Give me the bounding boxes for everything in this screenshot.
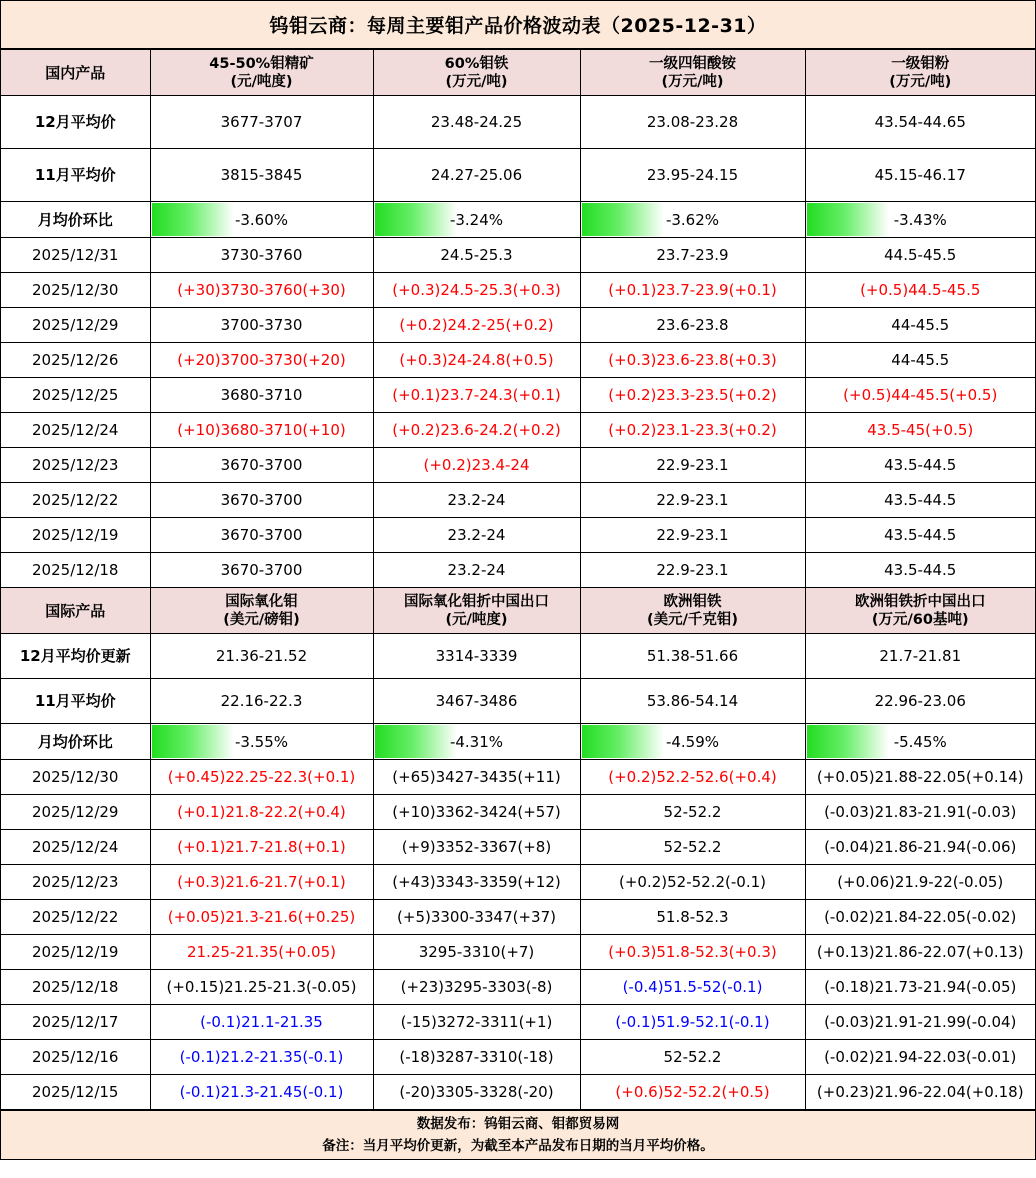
price-cell: (+0.2)23.1-23.3(+0.2) <box>580 413 805 448</box>
price-cell: 23.2-24 <box>373 553 580 588</box>
date-cell: 2025/12/30 <box>1 273 150 308</box>
change-data-bar <box>582 203 664 236</box>
domestic-mom-row <box>1 202 1035 238</box>
daily-price-row <box>1 238 1035 273</box>
price-cell: 44.5-45.5 <box>805 238 1035 273</box>
column-name: 国际氧化钼折中国出口 <box>404 593 549 610</box>
date-cell: 2025/12/16 <box>1 1040 150 1075</box>
price-cell: 43.5-44.5 <box>805 483 1035 518</box>
international-column-header <box>373 588 580 634</box>
daily-price-row <box>1 343 1035 378</box>
price-cell: (+0.3)23.6-23.8(+0.3) <box>580 343 805 378</box>
date-cell: 2025/12/23 <box>1 448 150 483</box>
daily-price-row <box>1 273 1035 308</box>
price-cell: 52-52.2 <box>580 795 805 830</box>
daily-price-row <box>1 1075 1035 1110</box>
domestic-section-label: 国内产品 <box>1 50 150 96</box>
price-cell: 53.86-54.14 <box>580 679 805 724</box>
row-label: 11月平均价 <box>1 679 150 724</box>
column-unit: (美元/磅钼) <box>223 611 300 628</box>
change-data-bar <box>375 725 457 758</box>
price-cell: (+0.05)21.3-21.6(+0.25) <box>150 900 373 935</box>
price-cell: 23.7-23.9 <box>580 238 805 273</box>
price-cell: 45.15-46.17 <box>805 149 1035 202</box>
date-cell: 2025/12/24 <box>1 830 150 865</box>
price-cell: (+0.2)23.6-24.2(+0.2) <box>373 413 580 448</box>
mom-change-value: -5.45% <box>893 732 947 751</box>
price-cell: (+65)3427-3435(+11) <box>373 760 580 795</box>
mom-change-cell <box>150 724 373 760</box>
domestic-column-header <box>805 50 1035 96</box>
price-cell: 23.08-23.28 <box>580 96 805 149</box>
price-cell: 3677-3707 <box>150 96 373 149</box>
price-cell: (-20)3305-3328(-20) <box>373 1075 580 1110</box>
column-unit: (万元/吨) <box>445 73 508 90</box>
column-name: 一级四钼酸铵 <box>649 55 736 72</box>
mom-change-value: -3.24% <box>449 210 504 229</box>
daily-price-row <box>1 970 1035 1005</box>
domestic-column-header <box>580 50 805 96</box>
column-name: 国际氧化钼 <box>225 593 298 610</box>
column-name: 欧洲钼铁折中国出口 <box>855 593 986 610</box>
international-avg-prev-row <box>1 679 1035 724</box>
domestic-avg-current-row <box>1 96 1035 149</box>
publisher-note: 数据发布：钨钼云商、钼都贸易网 <box>416 1116 620 1132</box>
price-cell: (+0.1)21.8-22.2(+0.4) <box>150 795 373 830</box>
international-avg-current-row <box>1 634 1035 679</box>
price-cell: (+0.2)52.2-52.6(+0.4) <box>580 760 805 795</box>
price-table-body <box>1 50 1035 1110</box>
international-column-header <box>805 588 1035 634</box>
row-label: 12月平均价更新 <box>1 634 150 679</box>
mom-change-cell <box>150 202 373 238</box>
price-cell: 3670-3700 <box>150 553 373 588</box>
date-cell: 2025/12/26 <box>1 343 150 378</box>
date-cell: 2025/12/24 <box>1 413 150 448</box>
price-cell: (+9)3352-3367(+8) <box>373 830 580 865</box>
price-cell: (-0.1)21.1-21.35 <box>150 1005 373 1040</box>
price-cell: (+0.1)23.7-23.9(+0.1) <box>580 273 805 308</box>
price-cell: (+23)3295-3303(-8) <box>373 970 580 1005</box>
price-cell: 3670-3700 <box>150 518 373 553</box>
price-cell: (+0.06)21.9-22(-0.05) <box>805 865 1035 900</box>
price-cell: (-0.02)21.84-22.05(-0.02) <box>805 900 1035 935</box>
column-unit: (美元/千克钼) <box>646 611 739 628</box>
price-cell: 43.5-44.5 <box>805 553 1035 588</box>
change-data-bar <box>375 203 457 236</box>
mom-change-value: -3.43% <box>893 210 947 229</box>
date-cell: 2025/12/23 <box>1 865 150 900</box>
date-cell: 2025/12/18 <box>1 970 150 1005</box>
column-name: 欧洲钼铁 <box>663 593 722 610</box>
price-cell: 3730-3760 <box>150 238 373 273</box>
date-cell: 2025/12/22 <box>1 900 150 935</box>
price-cell: (+0.1)21.7-21.8(+0.1) <box>150 830 373 865</box>
price-cell: 23.48-24.25 <box>373 96 580 149</box>
price-cell: (+0.6)52-52.2(+0.5) <box>580 1075 805 1110</box>
price-cell: (+0.2)23.3-23.5(+0.2) <box>580 378 805 413</box>
daily-price-row <box>1 900 1035 935</box>
daily-price-row <box>1 378 1035 413</box>
price-cell: (+0.15)21.25-21.3(-0.05) <box>150 970 373 1005</box>
price-cell: (-0.04)21.86-21.94(-0.06) <box>805 830 1035 865</box>
price-cell: (-0.1)21.3-21.45(-0.1) <box>150 1075 373 1110</box>
daily-price-row <box>1 795 1035 830</box>
date-cell: 2025/12/30 <box>1 760 150 795</box>
daily-price-row <box>1 1040 1035 1075</box>
price-cell: (-18)3287-3310(-18) <box>373 1040 580 1075</box>
price-cell: (-0.02)21.94-22.03(-0.01) <box>805 1040 1035 1075</box>
date-cell: 2025/12/17 <box>1 1005 150 1040</box>
price-cell: 22.9-23.1 <box>580 483 805 518</box>
mom-change-cell <box>805 202 1035 238</box>
price-cell: (+20)3700-3730(+20) <box>150 343 373 378</box>
price-cell: (+0.3)21.6-21.7(+0.1) <box>150 865 373 900</box>
row-label: 12月平均价 <box>1 96 150 149</box>
column-name: 45-50%钼精矿 <box>209 55 314 72</box>
price-cell: (+10)3362-3424(+57) <box>373 795 580 830</box>
mom-change-value: -4.31% <box>449 732 504 751</box>
price-cell: 21.7-21.81 <box>805 634 1035 679</box>
price-cell: 3815-3845 <box>150 149 373 202</box>
price-cell: 44-45.5 <box>805 308 1035 343</box>
row-label: 月均价环比 <box>1 724 150 760</box>
price-cell: 22.9-23.1 <box>580 553 805 588</box>
price-cell: (+0.3)24.5-25.3(+0.3) <box>373 273 580 308</box>
domestic-avg-prev-row <box>1 149 1035 202</box>
price-cell: 43.5-44.5 <box>805 448 1035 483</box>
column-unit: (万元/吨) <box>661 73 724 90</box>
price-cell: (+0.5)44.5-45.5 <box>805 273 1035 308</box>
daily-price-row <box>1 760 1035 795</box>
date-cell: 2025/12/22 <box>1 483 150 518</box>
mom-change-value: -4.59% <box>665 732 720 751</box>
daily-price-row <box>1 865 1035 900</box>
domestic-header-row <box>1 50 1035 96</box>
price-cell: (+0.23)21.96-22.04(+0.18) <box>805 1075 1035 1110</box>
mom-change-cell <box>373 202 580 238</box>
price-cell: (+43)3343-3359(+12) <box>373 865 580 900</box>
mom-change-value: -3.55% <box>234 732 289 751</box>
price-cell: (+5)3300-3347(+37) <box>373 900 580 935</box>
price-cell: 3700-3730 <box>150 308 373 343</box>
price-cell: (+0.13)21.86-22.07(+0.13) <box>805 935 1035 970</box>
price-cell: (-0.18)21.73-21.94(-0.05) <box>805 970 1035 1005</box>
column-name: 一级钼粉 <box>891 55 950 72</box>
price-cell: 52-52.2 <box>580 1040 805 1075</box>
price-cell: 23.6-23.8 <box>580 308 805 343</box>
price-cell: 22.96-23.06 <box>805 679 1035 724</box>
price-cell: (+0.2)52-52.2(-0.1) <box>580 865 805 900</box>
price-cell: 22.9-23.1 <box>580 518 805 553</box>
daily-price-row <box>1 518 1035 553</box>
price-cell: (-0.03)21.83-21.91(-0.03) <box>805 795 1035 830</box>
price-cell: 43.54-44.65 <box>805 96 1035 149</box>
date-cell: 2025/12/29 <box>1 308 150 343</box>
price-cell: (+10)3680-3710(+10) <box>150 413 373 448</box>
price-cell: 3295-3310(+7) <box>373 935 580 970</box>
date-cell: 2025/12/18 <box>1 553 150 588</box>
price-cell: 44-45.5 <box>805 343 1035 378</box>
change-data-bar <box>152 725 234 758</box>
price-cell: 21.25-21.35(+0.05) <box>150 935 373 970</box>
price-cell: 24.5-25.3 <box>373 238 580 273</box>
price-cell: 43.5-44.5 <box>805 518 1035 553</box>
daily-price-row <box>1 830 1035 865</box>
daily-price-row <box>1 1005 1035 1040</box>
daily-price-row <box>1 483 1035 518</box>
daily-price-row <box>1 448 1035 483</box>
international-section-label: 国际产品 <box>1 588 150 634</box>
price-cell: (+0.05)21.88-22.05(+0.14) <box>805 760 1035 795</box>
date-cell: 2025/12/19 <box>1 935 150 970</box>
mom-change-value: -3.60% <box>234 210 289 229</box>
mom-change-cell <box>373 724 580 760</box>
price-cell: (+0.1)23.7-24.3(+0.1) <box>373 378 580 413</box>
change-data-bar <box>582 725 664 758</box>
mom-change-cell <box>805 724 1035 760</box>
domestic-column-header <box>150 50 373 96</box>
date-cell: 2025/12/25 <box>1 378 150 413</box>
column-unit: (万元/60基吨) <box>871 611 969 628</box>
international-column-header <box>150 588 373 634</box>
daily-price-row <box>1 935 1035 970</box>
international-header-row <box>1 588 1035 634</box>
price-cell: (+0.3)24-24.8(+0.5) <box>373 343 580 378</box>
price-cell: (-0.03)21.91-21.99(-0.04) <box>805 1005 1035 1040</box>
price-cell: (-0.1)51.9-52.1(-0.1) <box>580 1005 805 1040</box>
price-cell: 22.9-23.1 <box>580 448 805 483</box>
price-cell: 3314-3339 <box>373 634 580 679</box>
price-cell: 24.27-25.06 <box>373 149 580 202</box>
price-cell: (+0.45)22.25-22.3(+0.1) <box>150 760 373 795</box>
date-cell: 2025/12/31 <box>1 238 150 273</box>
price-cell: 3680-3710 <box>150 378 373 413</box>
price-cell: 3670-3700 <box>150 483 373 518</box>
column-unit: (万元/吨) <box>889 73 952 90</box>
price-cell: 43.5-45(+0.5) <box>805 413 1035 448</box>
price-cell: (+30)3730-3760(+30) <box>150 273 373 308</box>
date-cell: 2025/12/15 <box>1 1075 150 1110</box>
price-cell: 51.38-51.66 <box>580 634 805 679</box>
price-cell: (-0.4)51.5-52(-0.1) <box>580 970 805 1005</box>
price-cell: (+0.2)24.2-25(+0.2) <box>373 308 580 343</box>
mom-change-cell <box>580 202 805 238</box>
price-cell: (-15)3272-3311(+1) <box>373 1005 580 1040</box>
price-cell: (+0.5)44-45.5(+0.5) <box>805 378 1035 413</box>
change-data-bar <box>807 203 889 236</box>
price-cell: 21.36-21.52 <box>150 634 373 679</box>
remark-note: 备注：当月平均价更新，为截至本产品发布日期的当月平均价格。 <box>322 1138 714 1154</box>
column-unit: (元/吨度) <box>445 611 508 628</box>
international-column-header <box>580 588 805 634</box>
price-cell: 22.16-22.3 <box>150 679 373 724</box>
change-data-bar <box>152 203 234 236</box>
date-cell: 2025/12/19 <box>1 518 150 553</box>
column-name: 60%钼铁 <box>444 55 509 72</box>
price-cell: (-0.1)21.2-21.35(-0.1) <box>150 1040 373 1075</box>
daily-price-row <box>1 413 1035 448</box>
mom-change-cell <box>580 724 805 760</box>
price-cell: 23.95-24.15 <box>580 149 805 202</box>
price-cell: (+0.2)23.4-24 <box>373 448 580 483</box>
price-cell: 51.8-52.3 <box>580 900 805 935</box>
price-cell: (+0.3)51.8-52.3(+0.3) <box>580 935 805 970</box>
change-data-bar <box>807 725 889 758</box>
price-cell: 3670-3700 <box>150 448 373 483</box>
international-mom-row <box>1 724 1035 760</box>
price-cell: 52-52.2 <box>580 830 805 865</box>
sheet-title: 钨钼云商：每周主要钼产品价格波动表（2025-12-31） <box>1 1 1035 49</box>
price-cell: 23.2-24 <box>373 483 580 518</box>
mom-change-value: -3.62% <box>665 210 720 229</box>
price-cell: 3467-3486 <box>373 679 580 724</box>
domestic-column-header <box>373 50 580 96</box>
daily-price-row <box>1 308 1035 343</box>
date-cell: 2025/12/29 <box>1 795 150 830</box>
sheet-footer <box>1 1110 1035 1159</box>
price-cell: 23.2-24 <box>373 518 580 553</box>
row-label: 11月平均价 <box>1 149 150 202</box>
row-label: 月均价环比 <box>1 202 150 238</box>
column-unit: (元/吨度) <box>230 73 293 90</box>
price-table <box>1 49 1035 1110</box>
daily-price-row <box>1 553 1035 588</box>
